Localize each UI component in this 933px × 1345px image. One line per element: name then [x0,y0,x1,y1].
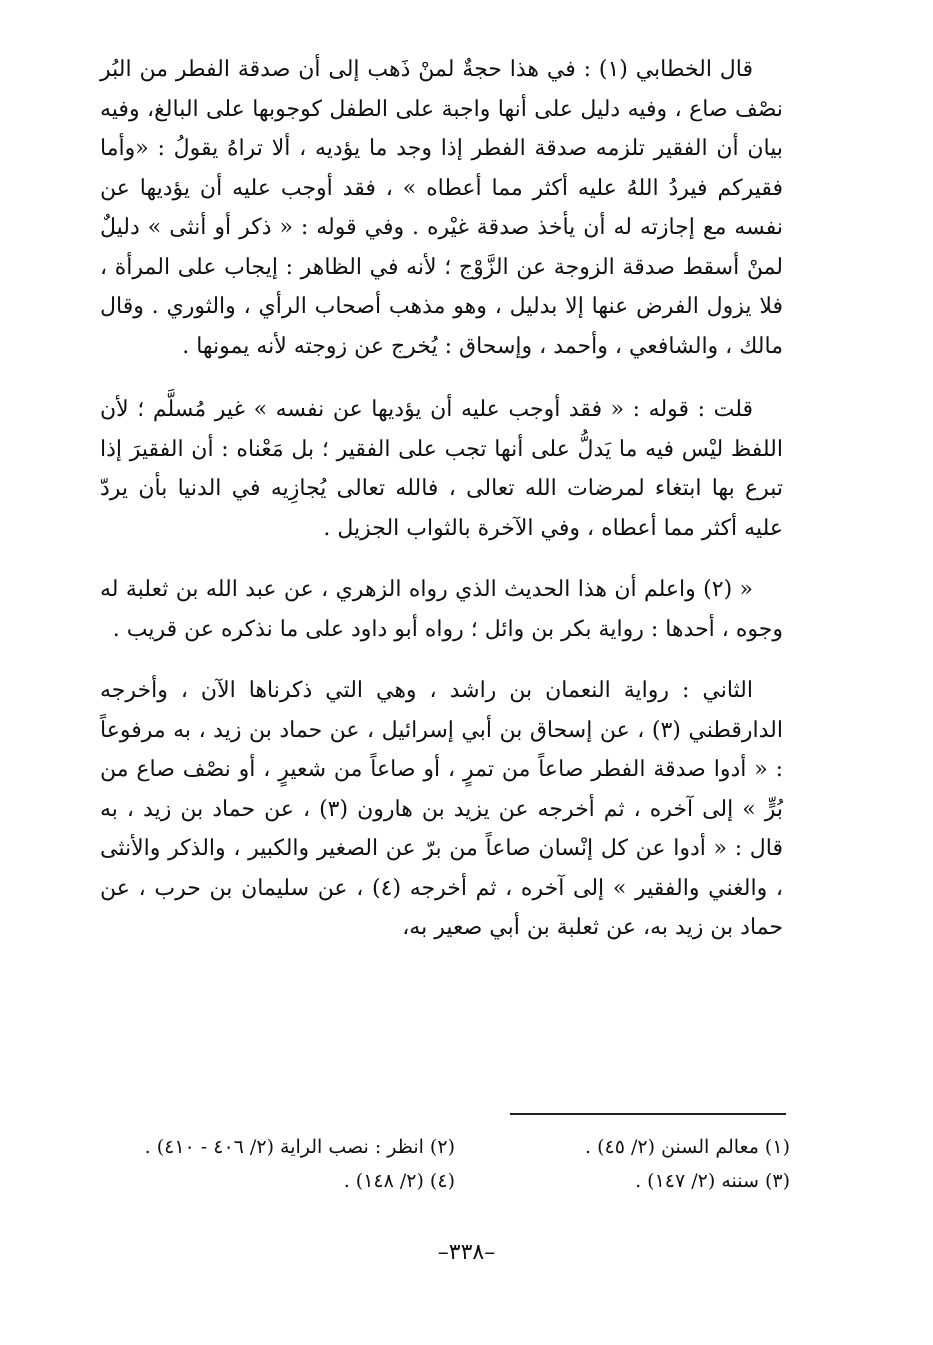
footnote-row [120,1130,790,1164]
paragraph-3: « (٢) واعلم أن هذا الحديث الذي رواه الزهري ، عن عبد الله بن ثعلبة له وجوه ، أحدها : رواية بكر بن وائل ؛ رواه أبو داود على ما نذكره عن قريب . [100,577,783,642]
paragraph-1: قال الخطابي (١) : في هذا حجةٌ لمنْ ذَهب إلى أن صدقة الفطر من البُر نصْف صاع ، وفيه دليل على أنها واجبة على الطفل كوجوبها على البالغ، وفيه بيان أن الفقير تلزمه صدقة الفطر إذا وجد ما يؤديه ، ألا تراهُ يقولُ : «وأما فقيركم فيردُ اللهُ عليه أكثر مما أعطاه » ، فقد أوجب عليه أن يؤديها عن نفسه مع إجازته له أن يأخذ صدقة غيْره . وفي قوله : « ذكر أو أنثى » دليلٌ لمنْ أسقط صدقة الزوجة عن الزَّوْج ؛ لأنه في الظاهر : إيجاب على المرأة ، فلا يزول الفرض عنها إلا بدليل ، وهو مذهب أصحاب الرأي ، والثوري . وقال مالك ، والشافعي ، وأحمد ، وإسحاق : يُخرج عن زوجته لأنه يمونها . [100,57,783,359]
paragraph-4: الثاني : رواية النعمان بن راشد ، وهي التي ذكرناها الآن ، وأخرجه الدارقطني (٣) ، عن إسحاق بن أبي إسرائيل ، عن حماد بن زيد ، به مرفوعاً : « أدوا صدقة الفطر صاعاً من تمرٍ ، أو صاعاً من شعيرٍ ، أو نصْف صاع من بُرٍّ » إلى آخره ، ثم أخرجه عن يزيد بن هارون (٣) ، عن حماد بن زيد ، به قال : « أدوا عن كل إنْسان صاعاً من برّ عن الصغير والكبير ، والذكر والأنثى ، والغني والفقير » إلى آخره ، ثم أخرجه (٤) ، عن سليمان بن حرب ، عن حماد بن زيد به، عن ثعلبة بن أبي صعير به، [100,678,783,940]
footnote-3: (٣) سننه (٢/ ١٤٧) . [635,1170,790,1192]
footnote-2: (٢) انظر : نصب الراية (٢/ ٤٠٦ - ٤١٠) . [144,1136,455,1158]
footnotes [120,1130,790,1198]
paragraph-2: قلت : قوله : « فقد أوجب عليه أن يؤديها عن نفسه » غير مُسلَّم ؛ لأن اللفظ ليْس فيه ما يَدلُّ على أنها تجب على الفقير ؛ بل مَعْناه : أن الفقيرَ إذا تبرع بها ابتغاء لمرضات الله تعالى ، فالله تعالى يُجازِيه في الدنيا بأن يردّ عليه أكثر مما أعطاه ، وفي الآخرة بالثواب الجزيل . [100,397,783,541]
footnote-row [120,1164,790,1198]
footnote-4: (٤) (٢/ ١٤٨) . [343,1170,455,1192]
page-number: –٣٣٨– [437,1240,496,1265]
footnote-divider [510,1113,786,1115]
body-text [100,50,783,948]
footnote-1: (١) معالم السنن (٢/ ٤٥) . [585,1136,790,1158]
